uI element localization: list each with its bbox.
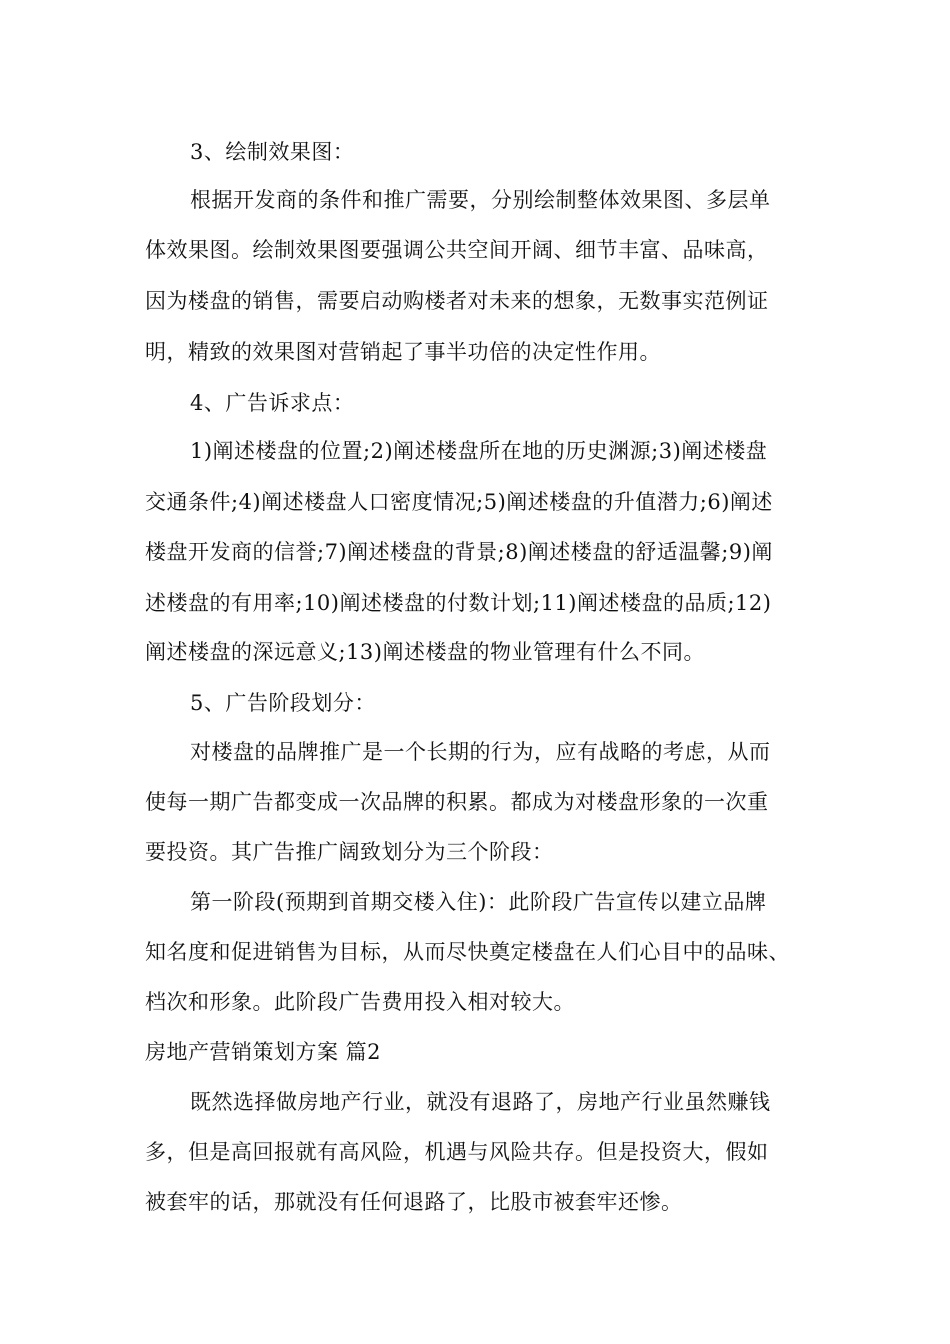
heading-5-ad-stages: 5、广告阶段划分： <box>190 691 376 715</box>
paragraph-line: 档次和形象。此阶段广告费用投入相对较大。 <box>145 990 575 1014</box>
paragraph-line: 第一阶段(预期到首期交楼入住)：此阶段广告宣传以建立品牌 <box>190 890 767 914</box>
paragraph-line: 因为楼盘的销售，需要启动购楼者对未来的想象，无数事实范例证 <box>145 289 769 313</box>
paragraph-line: 被套牢的话，那就没有任何退路了，比股市被套牢还惨。 <box>145 1190 683 1214</box>
paragraph-line: 楼盘开发商的信誉;7)阐述楼盘的背景;8)阐述楼盘的舒适温馨;9)阐 <box>145 540 773 564</box>
paragraph-line: 述楼盘的有用率;10)阐述楼盘的付数计划;11)阐述楼盘的品质;12) <box>145 591 772 615</box>
paragraph-line: 多，但是高回报就有高风险，机遇与风险共存。但是投资大，假如 <box>145 1140 769 1164</box>
paragraph-line: 对楼盘的品牌推广是一个长期的行为，应有战略的考虑，从而 <box>190 740 771 764</box>
paragraph-line: 交通条件;4)阐述楼盘人口密度情况;5)阐述楼盘的升值潜力;6)阐述 <box>145 490 773 514</box>
heading-4-ad-appeals: 4、广告诉求点： <box>190 391 355 415</box>
heading-3-rendering: 3、绘制效果图： <box>190 140 355 164</box>
paragraph-line: 1)阐述楼盘的位置;2)阐述楼盘所在地的历史渊源;3)阐述楼盘 <box>190 439 768 463</box>
paragraph-line: 体效果图。绘制效果图要强调公共空间开阔、细节丰富、品味高， <box>145 238 769 262</box>
paragraph-line: 明，精致的效果图对营销起了事半功倍的决定性作用。 <box>145 340 661 364</box>
paragraph-line: 知名度和促进销售为目标，从而尽快奠定楼盘在人们心目中的品味、 <box>145 940 790 964</box>
paragraph-line: 根据开发商的条件和推广需要，分别绘制整体效果图、多层单 <box>190 188 771 212</box>
paragraph-line: 既然选择做房地产行业，就没有退路了，房地产行业虽然赚钱 <box>190 1090 771 1114</box>
paragraph-line: 使每一期广告都变成一次品牌的积累。都成为对楼盘形象的一次重 <box>145 790 769 814</box>
paragraph-line: 要投资。其广告推广阔致划分为三个阶段： <box>145 840 554 864</box>
section-title: 房地产营销策划方案 篇2 <box>145 1040 382 1064</box>
paragraph-line: 阐述楼盘的深远意义;13)阐述楼盘的物业管理有什么不同。 <box>145 640 705 664</box>
